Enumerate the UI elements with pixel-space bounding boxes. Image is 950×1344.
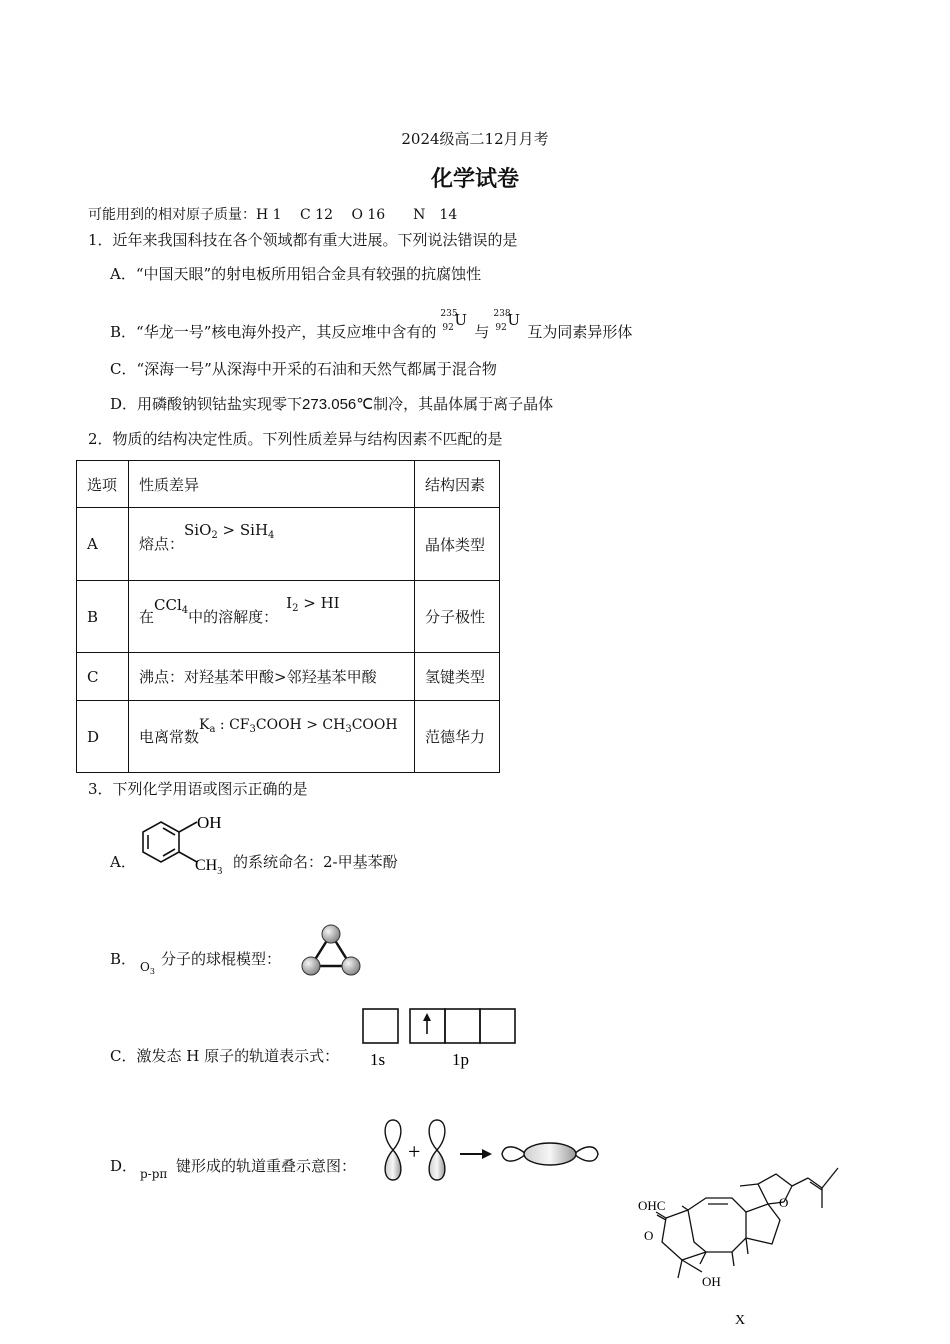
q3-stem: 3．下列化学用语或图示正确的是 [88,780,308,798]
plus-sign: + [408,1139,421,1164]
q3-option-a-text: 的系统命名：2-甲基苯酚 [233,853,398,871]
q1-option-b: B．“华龙一号”核电海外投产，其反应堆中含有的 235 92 U 与 238 92 U 互为同素异形体 [110,309,633,341]
pi-bond-diagram [376,1114,602,1186]
q3-option-b-text: 分子的球棍模型： [161,950,282,968]
orbital-box-1p-3 [480,1009,515,1043]
q2-stem: 2．物质的结构决定性质。下列性质差异与结构因素不匹配的是 [88,430,503,448]
ring-o-label: O [779,1195,789,1210]
exam-title: 2024级高二12月月考 [401,130,549,148]
header-property: 性质差异 [129,461,415,508]
table-row-d: D 电离常数$K_a$ : $CF_3COOH$ > $CH_3COOH$ 范德华力 [77,701,500,773]
q2-table [76,460,500,773]
q1-option-c: C．“深海一号”从深海中开采的石油和天然气都属于混合物 [110,360,497,378]
cresol-structure [135,808,245,880]
oh-label: OH [197,813,222,832]
compound-x-label: X [735,1313,746,1328]
label-1p: 1p [452,1050,469,1069]
q3-option-b-label: B． [110,950,137,968]
orbital-box-1p-2 [445,1009,480,1043]
header-factor: 结构因素 [415,461,500,508]
arrow-icon [482,1149,492,1159]
ppi-formula: p-pπ [140,1167,168,1181]
q3-option-d-text: 键形成的轨道重叠示意图： [176,1157,357,1175]
q3-option-a-label: A． [110,853,136,871]
table-row-c: C 沸点：对羟基苯甲酸>邻羟基苯甲酸 氢键类型 [77,653,500,701]
p-orbital-right-top [429,1120,445,1150]
table-header-row [77,461,500,508]
isotope-u235: 235 92 U [440,309,468,333]
oh-label-x: OH [702,1274,721,1289]
structure-x [636,1160,846,1332]
table-row-a: A 熔点：SiO$_2$ > SiH$_4$ 晶体类型 [77,508,500,581]
q1-stem: 1．近年来我国科技在各个领域都有重大进展。下列说法错误的是 [88,231,518,249]
isotope-u238: 238 92 U [493,309,521,333]
subject-title: 化学试卷 [430,166,519,192]
ohc-label: OHC [638,1198,666,1213]
label-1s: 1s [370,1050,386,1069]
p-orbital-right-bottom [429,1150,445,1180]
table-row-b: B 在CCl$_4$中的溶解度：$I_2$ > HI 分子极性 [77,581,500,653]
o3-ball-stick-model [298,922,364,978]
atomic-masses: 可能用到的相对原子质量：H 1 C 12 O 16 N 14 [88,207,458,223]
q1-option-a: A．“中国天眼”的射电板所用铝合金具有较强的抗腐蚀性 [110,265,482,283]
ketone-o-label: O [644,1228,654,1243]
orbital-box-1s [363,1009,398,1043]
p-orbital-left-bottom [385,1150,401,1180]
o3-formula: $O_3$ [140,960,155,976]
orbital-diagram [360,1006,520,1072]
q3-option-d-label: D． [110,1157,138,1175]
sigma-overlap-lobe [524,1143,576,1165]
q1-option-d: D．用磷酸钠钡钴盐实现零下273.056℃制冷，其晶体属于离子晶体 [110,395,554,413]
ch3-label: $CH_3$ [195,857,223,877]
p-orbital-left-top [385,1120,401,1150]
header-option: 选项 [77,461,129,508]
q3-option-c-text: C．激发态 H 原子的轨道表示式： [110,1047,340,1065]
